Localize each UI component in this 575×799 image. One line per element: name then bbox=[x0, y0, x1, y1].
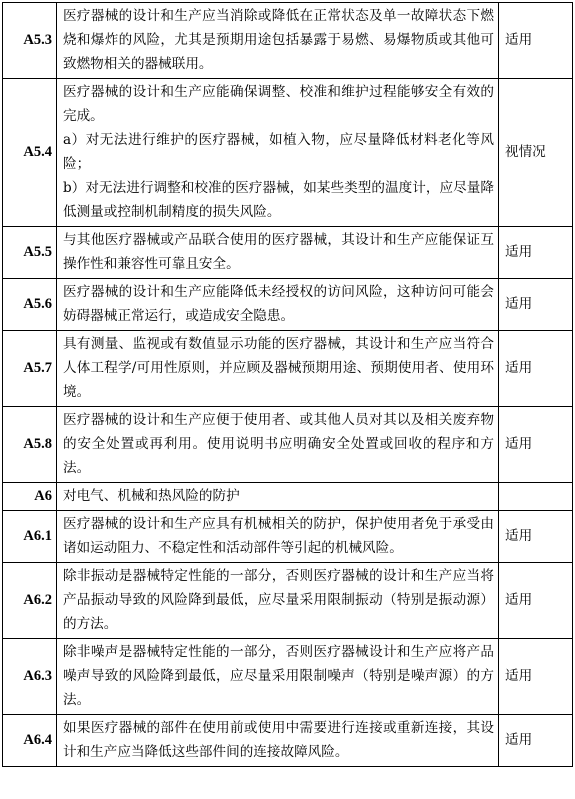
requirement-item-a: a）对无法进行维护的医疗器械，如植入物，应尽量降低材料老化等风险； bbox=[63, 132, 494, 172]
section-heading-row bbox=[3, 483, 573, 511]
table-row bbox=[3, 331, 573, 407]
applicability-cell: 适用 bbox=[499, 715, 573, 767]
table-row bbox=[3, 3, 573, 79]
requirement-paragraph: 与其他医疗器械或产品联合使用的医疗器械，其设计和生产应能保证互操作性和兼容性可靠且安全。 bbox=[63, 232, 494, 272]
clause-code: A6.1 bbox=[3, 511, 57, 563]
requirement-item-b: b）对无法进行调整和校准的医疗器械，如某些类型的温度计，应尽量降低测量或控制机制精度的损失风险。 bbox=[63, 180, 494, 220]
table-row bbox=[3, 407, 573, 483]
requirement-paragraph: 医疗器械的设计和生产应能确保调整、校准和维护过程能够安全有效的完成。 bbox=[63, 84, 494, 124]
requirement-paragraph: 如果医疗器械的部件在使用前或使用中需要进行连接或重新连接，其设计和生产应当降低这些部件间的连接故障风险。 bbox=[63, 720, 494, 760]
applicability-cell: 适用 bbox=[499, 331, 573, 407]
table-row bbox=[3, 79, 573, 227]
requirement-text bbox=[57, 407, 499, 483]
requirement-paragraph: 医疗器械的设计和生产应当消除或降低在正常状态及单一故障状态下燃烧和爆炸的风险，尤其是预期用途包括暴露于易燃、易爆物质或其他可致燃物相关的器械联用。 bbox=[63, 8, 494, 72]
clause-code: A5.5 bbox=[3, 227, 57, 279]
clause-code: A5.3 bbox=[3, 3, 57, 79]
clause-code: A5.7 bbox=[3, 331, 57, 407]
applicability-cell: 适用 bbox=[499, 3, 573, 79]
table-row bbox=[3, 279, 573, 331]
requirements-table-body bbox=[3, 3, 573, 767]
applicability-cell: 适用 bbox=[499, 227, 573, 279]
table-row bbox=[3, 715, 573, 767]
requirement-text bbox=[57, 715, 499, 767]
requirement-text bbox=[57, 279, 499, 331]
requirements-table bbox=[2, 2, 573, 767]
clause-code: A6.3 bbox=[3, 639, 57, 715]
clause-code: A6.2 bbox=[3, 563, 57, 639]
requirement-text bbox=[57, 331, 499, 407]
applicability-cell: 视情况 bbox=[499, 79, 573, 227]
section-title-text: 对电气、机械和热风险的防护 bbox=[63, 488, 240, 504]
requirement-paragraph: 医疗器械的设计和生产应便于使用者、或其他人员对其以及相关废弃物的安全处置或再利用。使用说明书应明确安全处置或回收的程序和方法。 bbox=[63, 412, 494, 476]
requirement-text bbox=[57, 3, 499, 79]
section-title bbox=[57, 483, 499, 511]
table-row bbox=[3, 563, 573, 639]
applicability-cell: 适用 bbox=[499, 279, 573, 331]
clause-code: A5.6 bbox=[3, 279, 57, 331]
requirement-text bbox=[57, 563, 499, 639]
applicability-cell: 适用 bbox=[499, 511, 573, 563]
requirement-paragraph: 医疗器械的设计和生产应能降低未经授权的访问风险，这种访问可能会妨碍器械正常运行，或造成安全隐患。 bbox=[63, 284, 494, 324]
clause-code: A6.4 bbox=[3, 715, 57, 767]
table-row bbox=[3, 639, 573, 715]
section-code: A6 bbox=[3, 483, 57, 511]
clause-code: A5.4 bbox=[3, 79, 57, 227]
requirement-paragraph: 具有测量、监视或有数值显示功能的医疗器械，其设计和生产应当符合人体工程学/可用性原则，并应顾及器械预期用途、预期使用者、使用环境。 bbox=[63, 336, 494, 400]
applicability-cell: 适用 bbox=[499, 639, 573, 715]
requirement-text bbox=[57, 639, 499, 715]
clause-code: A5.8 bbox=[3, 407, 57, 483]
applicability-cell bbox=[499, 483, 573, 511]
requirement-paragraph: 除非振动是器械特定性能的一部分，否则医疗器械的设计和生产应当将产品振动导致的风险降到最低，应尽量采用限制振动（特别是振动源）的方法。 bbox=[63, 568, 494, 632]
applicability-cell: 适用 bbox=[499, 563, 573, 639]
requirement-text bbox=[57, 79, 499, 227]
table-row bbox=[3, 511, 573, 563]
applicability-cell: 适用 bbox=[499, 407, 573, 483]
requirement-paragraph: 除非噪声是器械特定性能的一部分，否则医疗器械设计和生产应将产品噪声导致的风险降到最低，应尽量采用限制噪声（特别是噪声源）的方法。 bbox=[63, 644, 494, 708]
requirement-text bbox=[57, 227, 499, 279]
requirement-paragraph: 医疗器械的设计和生产应具有机械相关的防护，保护使用者免于承受由诸如运动阻力、不稳定性和活动部件等引起的机械风险。 bbox=[63, 516, 494, 556]
table-row bbox=[3, 227, 573, 279]
requirement-text bbox=[57, 511, 499, 563]
